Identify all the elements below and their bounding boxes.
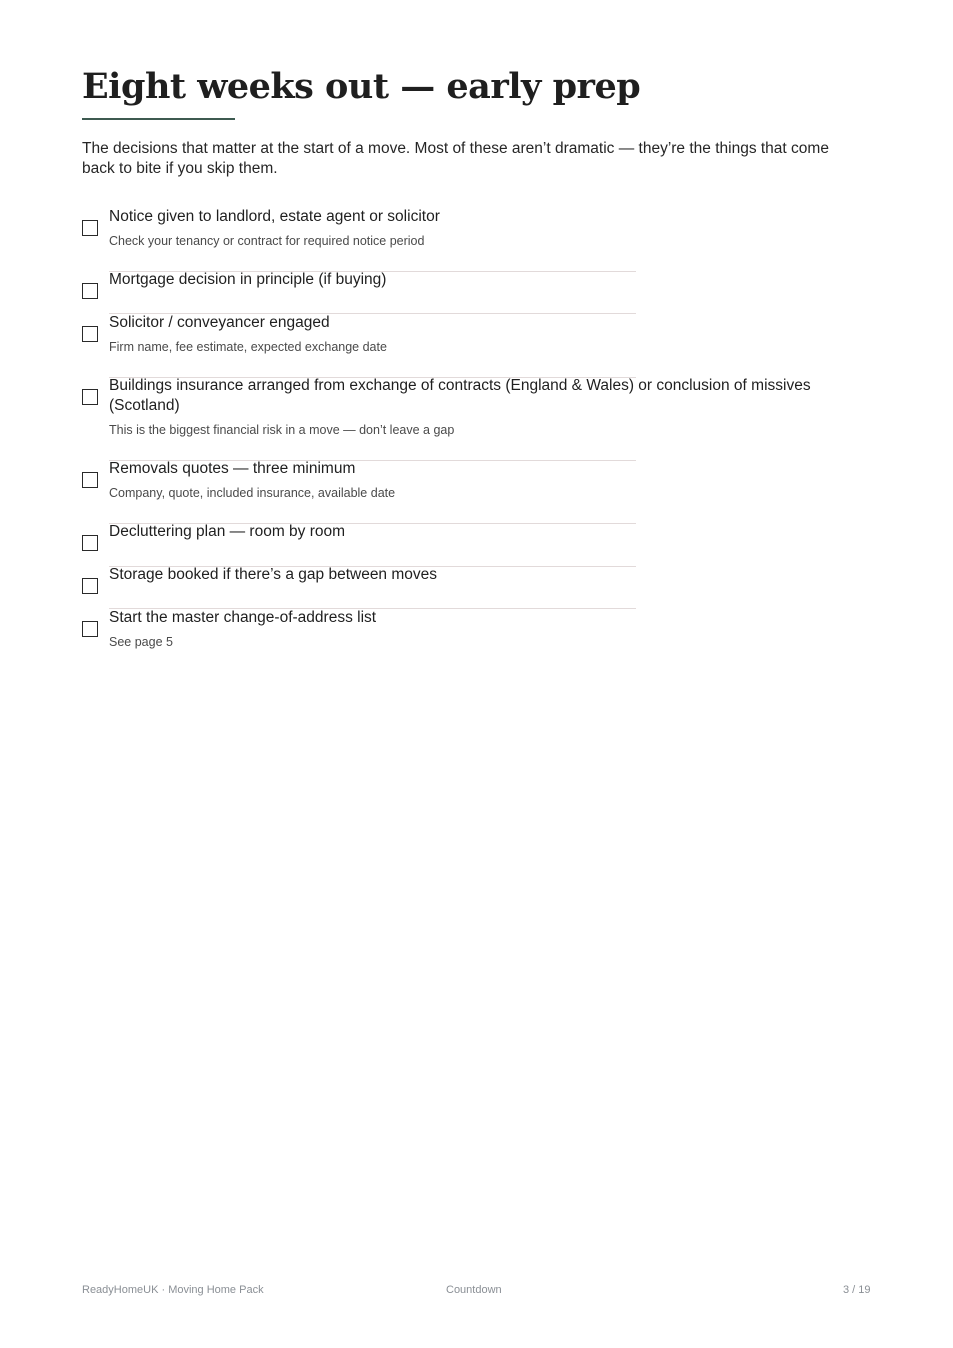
item-label: Buildings insurance arranged from exchange of contracts (England & Wales) or conclusion of missives (Scotland) [109,377,811,414]
item-note: Firm name, fee estimate, expected exchange date [109,340,387,354]
checkbox[interactable] [82,326,98,342]
item-label: Start the master change-of-address list [109,609,377,626]
footer-page-number: 3 / 19 [843,1284,871,1296]
checkbox[interactable] [82,578,98,594]
item-label: Mortgage decision in principle (if buying) [109,271,387,288]
item-label: Solicitor / conveyancer engaged [109,314,330,331]
footer-brand: ReadyHomeUK · Moving Home Pack [82,1284,264,1296]
item-note: This is the biggest financial risk in a move — don’t leave a gap [109,423,455,437]
checkbox[interactable] [82,621,98,637]
item-label: Notice given to landlord, estate agent or solicitor [109,208,440,225]
checkbox[interactable] [82,535,98,551]
item-label: Decluttering plan — room by room [109,523,346,540]
item-label: Storage booked if there’s a gap between moves [109,566,438,583]
checkbox[interactable] [82,472,98,488]
checkbox[interactable] [82,389,98,405]
item-note: Check your tenancy or contract for required notice period [109,234,425,248]
footer-section: Countdown [446,1284,502,1296]
page-title: Eight weeks out — early prep [82,66,641,107]
item-note: See page 5 [109,635,173,649]
intro-paragraph: The decisions that matter at the start of a move. Most of these aren’t dramatic — they’re the things that come back to bite if you skip them. [82,140,829,177]
item-label: Removals quotes — three minimum [109,460,356,477]
item-note: Company, quote, included insurance, available date [109,486,396,500]
checkbox[interactable] [82,283,98,299]
title-underline [82,118,235,120]
checkbox[interactable] [82,220,98,236]
